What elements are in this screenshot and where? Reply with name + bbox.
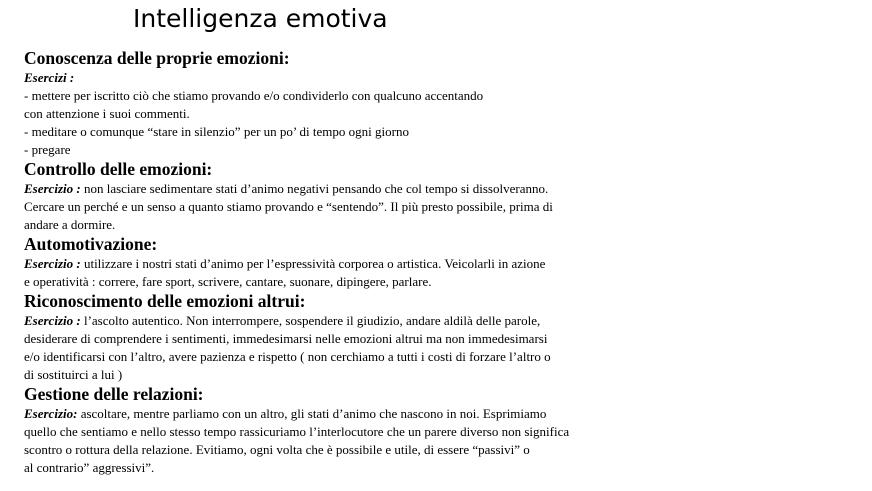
exercise-text: non lasciare sedimentare stati d’animo negativi pensando che col tempo si dissolveranno. [80,181,549,196]
body-line: scontro o rottura della relazione. Evitiamo, ogni volta che è possibile e utile, di essere “passivi” o [24,442,530,457]
exercise-label: Esercizio: [24,406,78,421]
body-line: andare a dormire. [24,217,116,232]
section-heading: Automotivazione: [24,234,158,254]
exercise-label: Esercizio : [24,181,81,196]
section-heading: Controllo delle emozioni: [24,159,213,179]
exercise-text: utilizzare i nostri stati d’animo per l’espressività corporea o artistica. Veicolarli in azione [80,256,546,271]
section-heading: Gestione delle relazioni: [24,384,204,404]
exercise-label: Esercizio : [24,313,81,328]
section-automotivazione [24,234,844,291]
body-line: al contrario” aggressivi”. [24,460,155,475]
body-line: - meditare o comunque “stare in silenzio” per un po’ di tempo ogni giorno [24,124,409,139]
body-line: quello che sentiamo e nello stesso tempo rassicuriamo l’interlocutore che un parere diverso non significa [24,424,570,439]
section-riconoscimento [24,291,844,384]
slide-title: Intelligenza emotiva [133,4,388,33]
body-line: - pregare [24,142,71,157]
body-line: Cercare un perché e un senso a quanto stiamo provando e “sentendo”. Il più presto possibile, prima di [24,199,553,214]
exercise-line [24,405,844,423]
exercise-text: l’ascolto autentico. Non interrompere, sospendere il giudizio, andare aldilà delle parole, [80,313,541,328]
body-line: - mettere per iscritto ciò che stiamo provando e/o condividerlo con qualcuno accentando [24,88,484,103]
exercise-label: Esercizi : [24,70,75,85]
body-line: e/o identificarsi con l’altro, avere pazienza e rispetto ( non cerchiamo a tutti i costi di forzare l’altro o [24,349,551,364]
body-line: di sostituirci a lui ) [24,367,123,382]
body-line: desiderare di comprendere i sentimenti, immedesimarsi nelle emozioni altrui ma non immedesimarsi [24,331,548,346]
section-controllo [24,159,844,234]
exercise-line [24,255,844,273]
exercise-line [24,180,844,198]
exercise-line [24,312,844,330]
body-line: con attenzione i suoi commenti. [24,106,190,121]
section-heading: Conoscenza delle proprie emozioni: [24,48,290,68]
exercise-label-line [24,69,844,87]
slide-body [24,48,844,477]
exercise-text: ascoltare, mentre parliamo con un altro, gli stati d’animo che nascono in noi. Esprimiamo [77,406,547,421]
section-heading: Riconoscimento delle emozioni altrui: [24,291,306,311]
section-conoscenza [24,48,844,159]
body-line: e operatività : correre, fare sport, scrivere, cantare, suonare, dipingere, parlare. [24,274,432,289]
section-gestione [24,384,844,477]
exercise-label: Esercizio : [24,256,81,271]
